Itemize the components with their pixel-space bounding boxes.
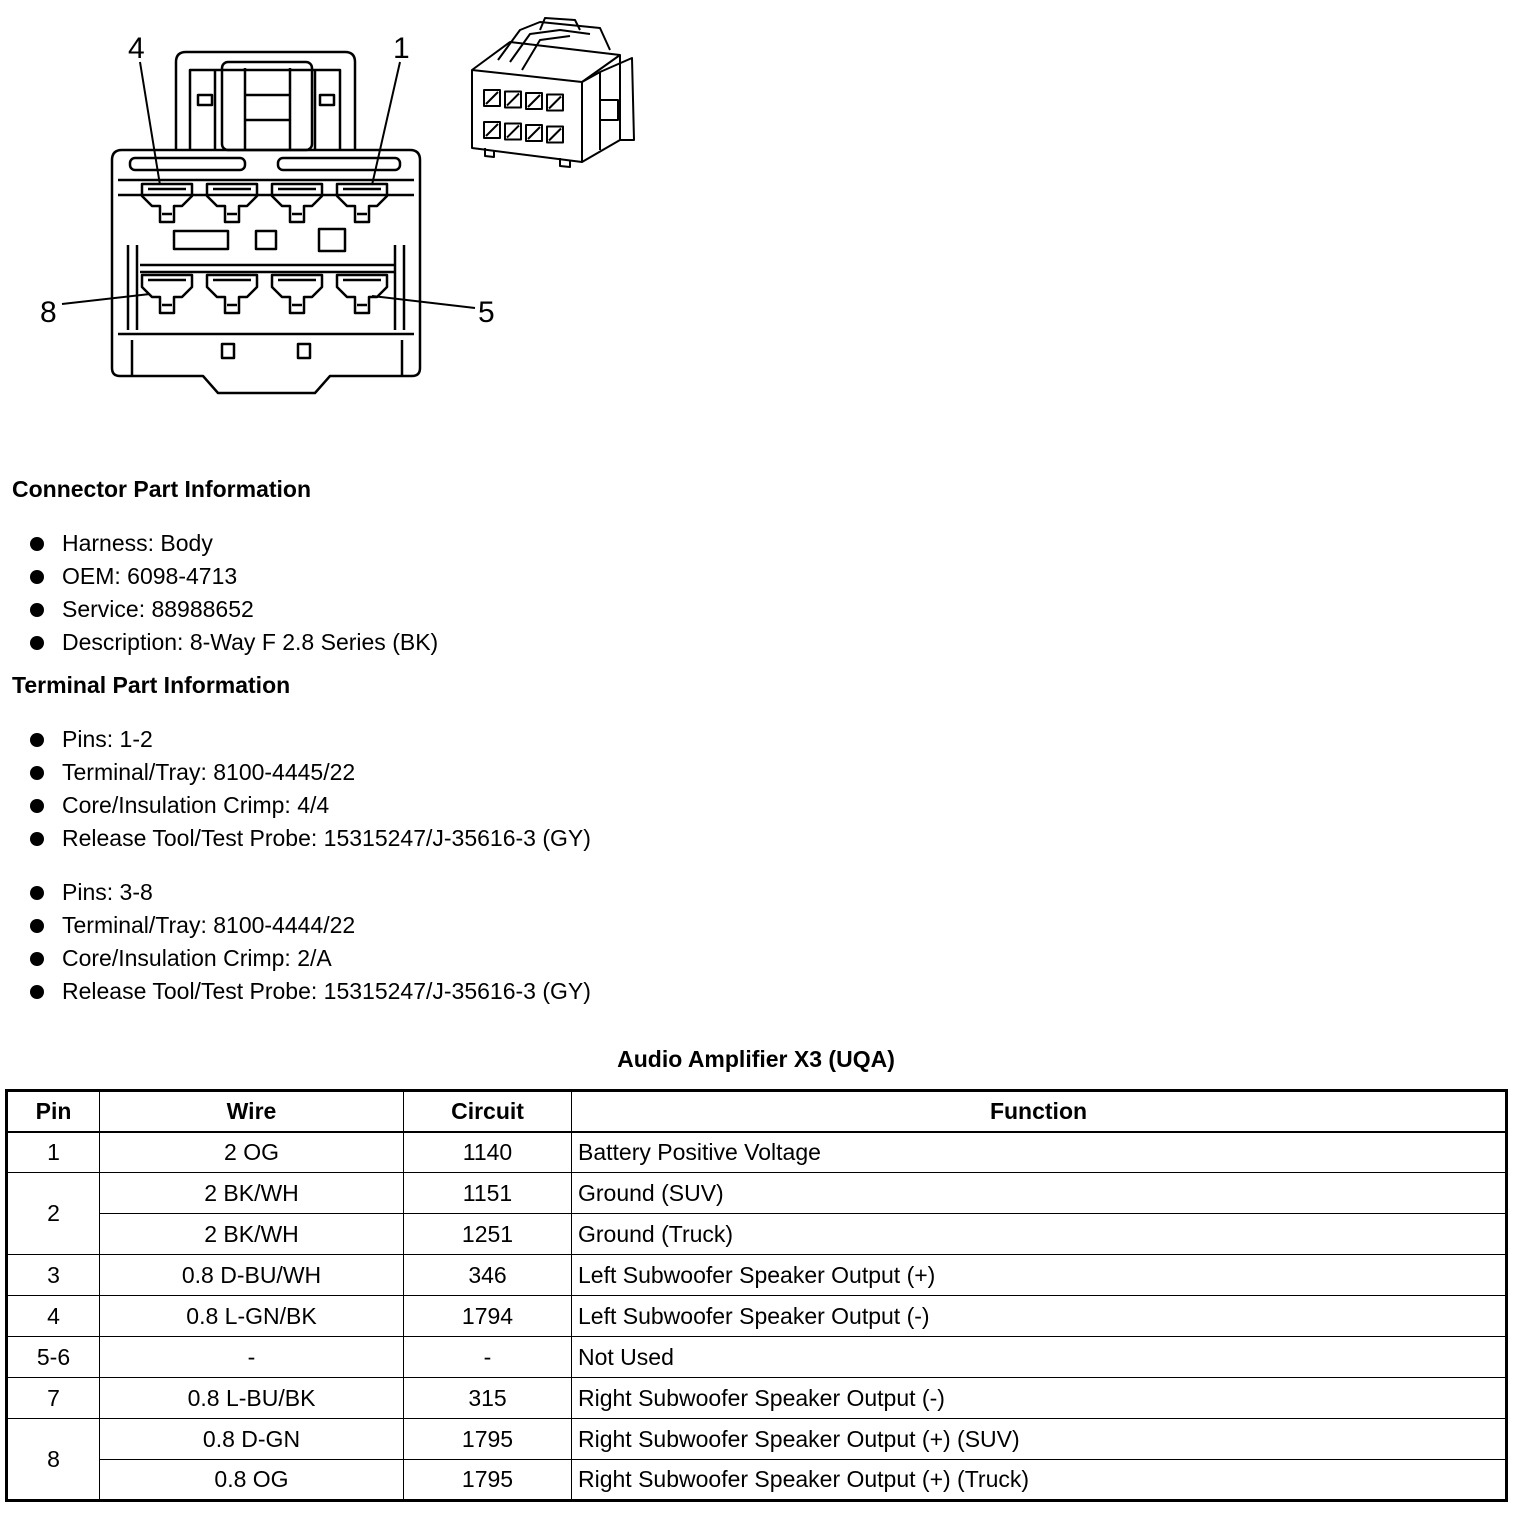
list-item: Service: 88988652 xyxy=(28,595,438,628)
connector-info-list xyxy=(28,529,438,661)
list-item: OEM: 6098-4713 xyxy=(28,562,438,595)
list-item: Pins: 3-8 xyxy=(28,878,591,911)
header-pin: Pin xyxy=(7,1091,100,1132)
table-row xyxy=(7,1378,1507,1419)
table-title: Audio Amplifier X3 (UQA) xyxy=(617,1046,895,1072)
cell-circuit: 1251 xyxy=(404,1214,572,1255)
pin-table xyxy=(5,1089,1508,1502)
cell-circuit: 346 xyxy=(404,1255,572,1296)
cell-pin: 5-6 xyxy=(7,1337,100,1378)
list-item: Core/Insulation Crimp: 2/A xyxy=(28,944,591,977)
cell-wire: 0.8 D-GN xyxy=(100,1419,404,1460)
table-row xyxy=(7,1255,1507,1296)
cell-circuit: 1795 xyxy=(404,1419,572,1460)
table-row xyxy=(7,1132,1507,1173)
cell-pin: 4 xyxy=(7,1296,100,1337)
cell-wire: 0.8 D-BU/WH xyxy=(100,1255,404,1296)
list-item: Core/Insulation Crimp: 4/4 xyxy=(28,791,591,824)
table-row xyxy=(7,1173,1507,1214)
pin-label-8: 8 xyxy=(40,296,57,329)
list-item: Pins: 1-2 xyxy=(28,725,591,758)
cell-wire: 2 BK/WH xyxy=(100,1214,404,1255)
terminal-info-list-pins-3-8 xyxy=(28,878,591,1010)
cell-function: Ground (Truck) xyxy=(572,1214,1507,1255)
cell-wire: 2 BK/WH xyxy=(100,1173,404,1214)
cell-pin: 7 xyxy=(7,1378,100,1419)
cell-function: Left Subwoofer Speaker Output (+) xyxy=(572,1255,1507,1296)
table-row xyxy=(7,1460,1507,1501)
terminal-info-title: Terminal Part Information xyxy=(12,672,291,698)
table-row xyxy=(7,1214,1507,1255)
cell-function: Battery Positive Voltage xyxy=(572,1132,1507,1173)
pin-label-4: 4 xyxy=(128,32,145,65)
header-function: Function xyxy=(572,1091,1507,1132)
cell-function: Not Used xyxy=(572,1337,1507,1378)
cell-function: Right Subwoofer Speaker Output (+) (Truck) xyxy=(572,1460,1507,1501)
pin-label-5: 5 xyxy=(478,296,495,329)
cell-circuit: 1151 xyxy=(404,1173,572,1214)
cell-function: Right Subwoofer Speaker Output (-) xyxy=(572,1378,1507,1419)
terminal-info-list-pins-1-2 xyxy=(28,725,591,857)
cell-function: Right Subwoofer Speaker Output (+) (SUV) xyxy=(572,1419,1507,1460)
cell-circuit: - xyxy=(404,1337,572,1378)
header-wire: Wire xyxy=(100,1091,404,1132)
connector-face-icon xyxy=(62,52,475,393)
cell-pin: 8 xyxy=(7,1419,100,1501)
connector-diagram xyxy=(0,0,700,420)
table-row xyxy=(7,1337,1507,1378)
list-item: Harness: Body xyxy=(28,529,438,562)
pin-label-1: 1 xyxy=(393,32,410,65)
table-row xyxy=(7,1419,1507,1460)
connector-isometric-icon xyxy=(472,18,634,167)
cell-pin: 1 xyxy=(7,1132,100,1173)
list-item: Terminal/Tray: 8100-4445/22 xyxy=(28,758,591,791)
list-item: Release Tool/Test Probe: 15315247/J-35616-3 (GY) xyxy=(28,977,591,1010)
table-header-row xyxy=(7,1091,1507,1132)
cell-circuit: 1795 xyxy=(404,1460,572,1501)
list-item: Terminal/Tray: 8100-4444/22 xyxy=(28,911,591,944)
cell-wire: 2 OG xyxy=(100,1132,404,1173)
cell-wire: - xyxy=(100,1337,404,1378)
list-item: Description: 8-Way F 2.8 Series (BK) xyxy=(28,628,438,661)
cell-pin: 2 xyxy=(7,1173,100,1255)
cell-circuit: 1794 xyxy=(404,1296,572,1337)
list-item: Release Tool/Test Probe: 15315247/J-35616-3 (GY) xyxy=(28,824,591,857)
cell-wire: 0.8 L-GN/BK xyxy=(100,1296,404,1337)
cell-circuit: 1140 xyxy=(404,1132,572,1173)
cell-function: Left Subwoofer Speaker Output (-) xyxy=(572,1296,1507,1337)
cell-wire: 0.8 L-BU/BK xyxy=(100,1378,404,1419)
cell-wire: 0.8 OG xyxy=(100,1460,404,1501)
connector-info-title: Connector Part Information xyxy=(12,476,312,502)
cell-pin: 3 xyxy=(7,1255,100,1296)
header-circuit: Circuit xyxy=(404,1091,572,1132)
table-row xyxy=(7,1296,1507,1337)
cell-circuit: 315 xyxy=(404,1378,572,1419)
cell-function: Ground (SUV) xyxy=(572,1173,1507,1214)
